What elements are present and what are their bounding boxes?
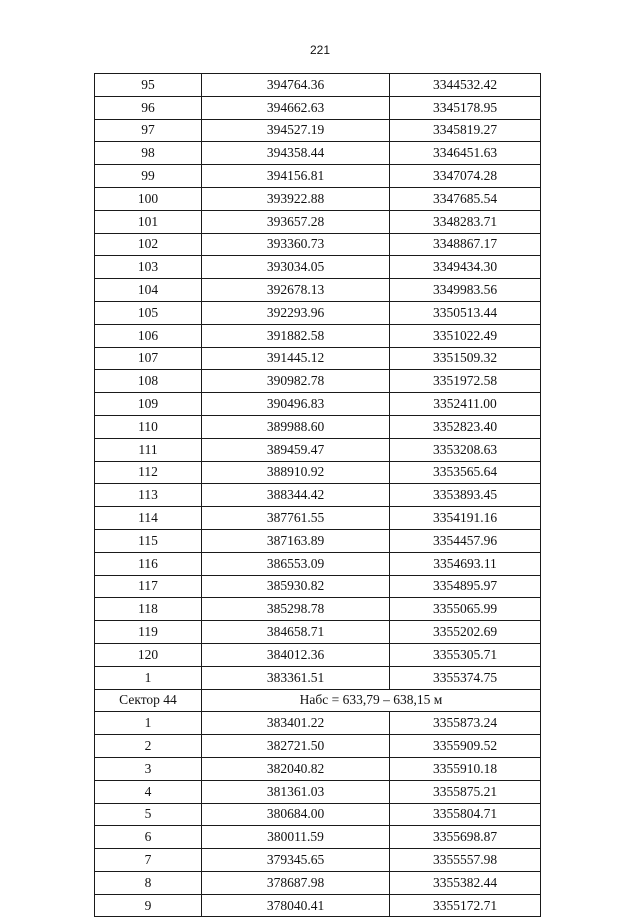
table-row (95, 871, 541, 894)
x-coordinate-cell: 385930.82 (202, 575, 390, 598)
point-number-cell: 95 (95, 74, 202, 97)
table-body-before (95, 74, 541, 690)
y-coordinate-cell: 3346451.63 (390, 142, 541, 165)
y-coordinate-cell: 3355172.71 (390, 894, 541, 917)
point-number-cell: 117 (95, 575, 202, 598)
y-coordinate-cell: 3355804.71 (390, 803, 541, 826)
table-row (95, 712, 541, 735)
table-row (95, 735, 541, 758)
point-number-cell: 1 (95, 712, 202, 735)
x-coordinate-cell: 391882.58 (202, 324, 390, 347)
x-coordinate-cell: 384658.71 (202, 621, 390, 644)
y-coordinate-cell: 3355557.98 (390, 849, 541, 872)
y-coordinate-cell: 3355875.21 (390, 780, 541, 803)
point-number-cell: 96 (95, 96, 202, 119)
point-number-cell: 99 (95, 165, 202, 188)
point-number-cell: 9 (95, 894, 202, 917)
table-row (95, 552, 541, 575)
point-number-cell: 98 (95, 142, 202, 165)
x-coordinate-cell: 392678.13 (202, 279, 390, 302)
table-row (95, 256, 541, 279)
point-number-cell: 8 (95, 871, 202, 894)
table-row (95, 894, 541, 917)
point-number-cell: 1 (95, 666, 202, 689)
x-coordinate-cell: 393360.73 (202, 233, 390, 256)
x-coordinate-cell: 394156.81 (202, 165, 390, 188)
point-number-cell: 105 (95, 301, 202, 324)
point-number-cell: 109 (95, 393, 202, 416)
point-number-cell: 2 (95, 735, 202, 758)
point-number-cell: 118 (95, 598, 202, 621)
point-number-cell: 3 (95, 757, 202, 780)
y-coordinate-cell: 3351022.49 (390, 324, 541, 347)
y-coordinate-cell: 3355374.75 (390, 666, 541, 689)
y-coordinate-cell: 3355382.44 (390, 871, 541, 894)
x-coordinate-cell: 394527.19 (202, 119, 390, 142)
point-number-cell: 101 (95, 210, 202, 233)
x-coordinate-cell: 378687.98 (202, 871, 390, 894)
table-row (95, 621, 541, 644)
point-number-cell: 103 (95, 256, 202, 279)
point-number-cell: 107 (95, 347, 202, 370)
table-row (95, 643, 541, 666)
point-number-cell: 115 (95, 529, 202, 552)
table-row (95, 370, 541, 393)
point-number-cell: 97 (95, 119, 202, 142)
y-coordinate-cell: 3353565.64 (390, 461, 541, 484)
x-coordinate-cell: 394764.36 (202, 74, 390, 97)
point-number-cell: 100 (95, 187, 202, 210)
table-row (95, 507, 541, 530)
x-coordinate-cell: 394662.63 (202, 96, 390, 119)
table-row (95, 415, 541, 438)
y-coordinate-cell: 3348867.17 (390, 233, 541, 256)
table-row (95, 301, 541, 324)
x-coordinate-cell: 390982.78 (202, 370, 390, 393)
table-row (95, 598, 541, 621)
y-coordinate-cell: 3349983.56 (390, 279, 541, 302)
point-number-cell: 106 (95, 324, 202, 347)
y-coordinate-cell: 3345178.95 (390, 96, 541, 119)
x-coordinate-cell: 378040.41 (202, 894, 390, 917)
x-coordinate-cell: 386553.09 (202, 552, 390, 575)
y-coordinate-cell: 3347074.28 (390, 165, 541, 188)
x-coordinate-cell: 383361.51 (202, 666, 390, 689)
y-coordinate-cell: 3349434.30 (390, 256, 541, 279)
x-coordinate-cell: 390496.83 (202, 393, 390, 416)
y-coordinate-cell: 3354457.96 (390, 529, 541, 552)
y-coordinate-cell: 3352823.40 (390, 415, 541, 438)
table-row (95, 529, 541, 552)
table-row (95, 74, 541, 97)
table-body-sector (95, 689, 541, 712)
point-number-cell: 111 (95, 438, 202, 461)
y-coordinate-cell: 3353208.63 (390, 438, 541, 461)
table-row (95, 803, 541, 826)
y-coordinate-cell: 3351509.32 (390, 347, 541, 370)
x-coordinate-cell: 385298.78 (202, 598, 390, 621)
table-row (95, 142, 541, 165)
point-number-cell: 119 (95, 621, 202, 644)
x-coordinate-cell: 384012.36 (202, 643, 390, 666)
point-number-cell: 108 (95, 370, 202, 393)
y-coordinate-cell: 3347685.54 (390, 187, 541, 210)
point-number-cell: 4 (95, 780, 202, 803)
table-row (95, 757, 541, 780)
y-coordinate-cell: 3352411.00 (390, 393, 541, 416)
point-number-cell: 116 (95, 552, 202, 575)
y-coordinate-cell: 3344532.42 (390, 74, 541, 97)
x-coordinate-cell: 392293.96 (202, 301, 390, 324)
table-row (95, 347, 541, 370)
y-coordinate-cell: 3355305.71 (390, 643, 541, 666)
sector-elevation: Набс = 633,79 – 638,15 м (202, 689, 541, 712)
x-coordinate-cell: 382040.82 (202, 757, 390, 780)
table-row (95, 780, 541, 803)
table-row (95, 279, 541, 302)
y-coordinate-cell: 3355202.69 (390, 621, 541, 644)
y-coordinate-cell: 3355065.99 (390, 598, 541, 621)
table-row (95, 575, 541, 598)
point-number-cell: 120 (95, 643, 202, 666)
table-body-after (95, 712, 541, 917)
table-row (95, 233, 541, 256)
coordinates-table (94, 73, 541, 917)
table-row (95, 324, 541, 347)
table-row (95, 438, 541, 461)
y-coordinate-cell: 3355909.52 (390, 735, 541, 758)
y-coordinate-cell: 3353893.45 (390, 484, 541, 507)
x-coordinate-cell: 389988.60 (202, 415, 390, 438)
x-coordinate-cell: 387163.89 (202, 529, 390, 552)
table-row (95, 849, 541, 872)
x-coordinate-cell: 380011.59 (202, 826, 390, 849)
point-number-cell: 104 (95, 279, 202, 302)
x-coordinate-cell: 382721.50 (202, 735, 390, 758)
sector-row (95, 689, 541, 712)
sector-label: Сектор 44 (95, 689, 202, 712)
y-coordinate-cell: 3354191.16 (390, 507, 541, 530)
x-coordinate-cell: 389459.47 (202, 438, 390, 461)
point-number-cell: 102 (95, 233, 202, 256)
point-number-cell: 114 (95, 507, 202, 530)
x-coordinate-cell: 393657.28 (202, 210, 390, 233)
point-number-cell: 7 (95, 849, 202, 872)
y-coordinate-cell: 3345819.27 (390, 119, 541, 142)
table-row (95, 826, 541, 849)
y-coordinate-cell: 3351972.58 (390, 370, 541, 393)
x-coordinate-cell: 381361.03 (202, 780, 390, 803)
x-coordinate-cell: 394358.44 (202, 142, 390, 165)
table-row (95, 210, 541, 233)
table-row (95, 393, 541, 416)
point-number-cell: 5 (95, 803, 202, 826)
x-coordinate-cell: 379345.65 (202, 849, 390, 872)
table-row (95, 666, 541, 689)
page-number: 221 (309, 43, 331, 57)
y-coordinate-cell: 3354895.97 (390, 575, 541, 598)
table-row (95, 187, 541, 210)
y-coordinate-cell: 3355873.24 (390, 712, 541, 735)
point-number-cell: 112 (95, 461, 202, 484)
y-coordinate-cell: 3355698.87 (390, 826, 541, 849)
table-row (95, 484, 541, 507)
x-coordinate-cell: 387761.55 (202, 507, 390, 530)
y-coordinate-cell: 3348283.71 (390, 210, 541, 233)
x-coordinate-cell: 380684.00 (202, 803, 390, 826)
y-coordinate-cell: 3354693.11 (390, 552, 541, 575)
point-number-cell: 110 (95, 415, 202, 438)
x-coordinate-cell: 391445.12 (202, 347, 390, 370)
x-coordinate-cell: 388344.42 (202, 484, 390, 507)
point-number-cell: 113 (95, 484, 202, 507)
table-row (95, 165, 541, 188)
table-row (95, 119, 541, 142)
y-coordinate-cell: 3355910.18 (390, 757, 541, 780)
x-coordinate-cell: 393034.05 (202, 256, 390, 279)
table-row (95, 461, 541, 484)
x-coordinate-cell: 388910.92 (202, 461, 390, 484)
x-coordinate-cell: 383401.22 (202, 712, 390, 735)
point-number-cell: 6 (95, 826, 202, 849)
table-row (95, 96, 541, 119)
x-coordinate-cell: 393922.88 (202, 187, 390, 210)
y-coordinate-cell: 3350513.44 (390, 301, 541, 324)
